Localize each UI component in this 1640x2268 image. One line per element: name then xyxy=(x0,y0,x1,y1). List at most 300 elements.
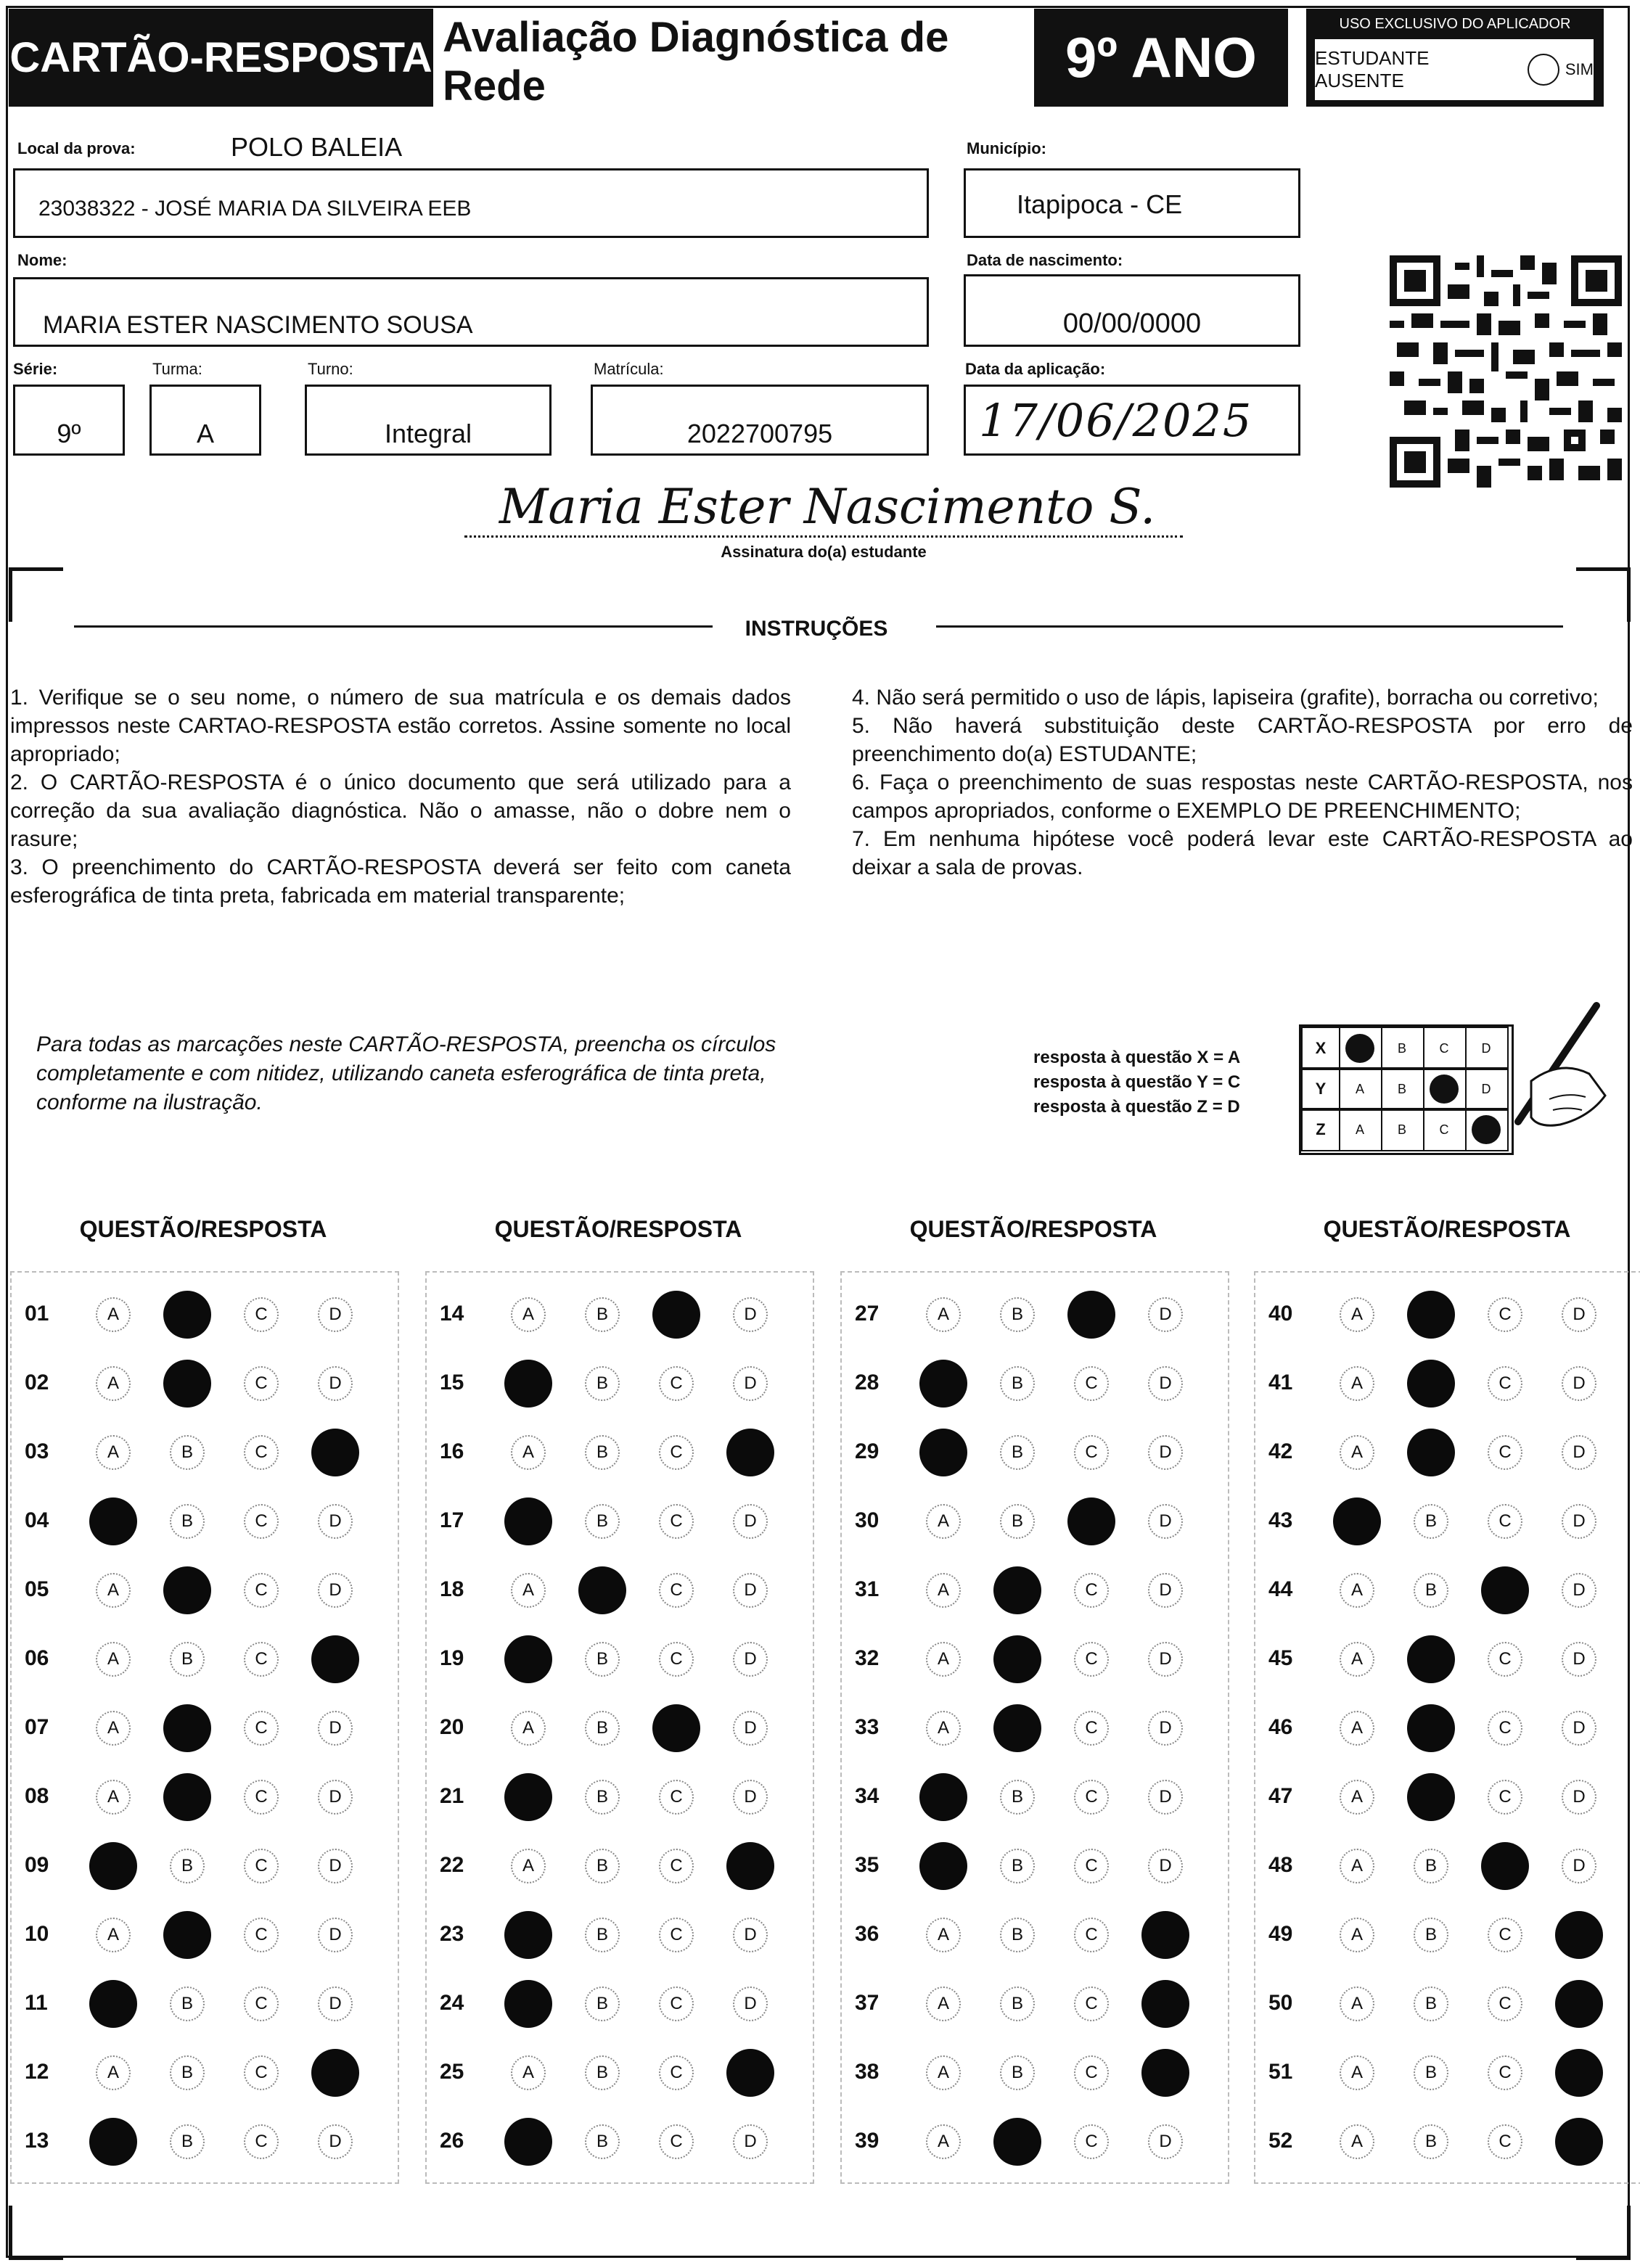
answer-bubble-b[interactable]: B xyxy=(585,1918,620,1952)
answer-bubble-c[interactable]: C xyxy=(244,1366,279,1401)
question-number: 50 xyxy=(1268,1991,1293,2015)
answer-bubble-b[interactable]: B xyxy=(585,1366,620,1401)
answer-bubble-c[interactable] xyxy=(1481,1566,1529,1614)
answer-bubble-b[interactable]: B xyxy=(1000,1435,1035,1470)
answer-row xyxy=(427,1695,813,1764)
question-number: 35 xyxy=(855,1853,880,1877)
nome-box xyxy=(13,277,929,347)
answer-bubble-b[interactable]: B xyxy=(1000,1504,1035,1539)
answer-bubble-d[interactable]: D xyxy=(1562,1711,1596,1746)
answer-bubble-d[interactable]: D xyxy=(733,1780,768,1815)
answer-bubble-d[interactable]: D xyxy=(1562,1573,1596,1608)
example-question-label: Y xyxy=(1301,1067,1340,1111)
answer-row xyxy=(1255,1833,1640,1902)
answer-bubble-a[interactable]: A xyxy=(96,1297,131,1332)
answer-bubble-b[interactable]: B xyxy=(170,1849,205,1883)
answer-bubble-d[interactable]: D xyxy=(733,1642,768,1677)
answer-bubble-d[interactable] xyxy=(726,1842,774,1890)
answer-bubble-a[interactable]: A xyxy=(1340,1297,1374,1332)
question-number: 08 xyxy=(25,1784,49,1808)
signature-label: Assinatura do(a) estudante xyxy=(721,543,927,561)
answer-bubble-a[interactable] xyxy=(1333,1497,1381,1545)
answer-bubble-a[interactable] xyxy=(89,2118,137,2166)
answer-bubble-d[interactable]: D xyxy=(1148,1711,1183,1746)
question-number: 07 xyxy=(25,1715,49,1739)
answer-bubble-b[interactable]: B xyxy=(170,1435,205,1470)
question-number: 39 xyxy=(855,2129,880,2153)
answer-bubble-b[interactable] xyxy=(163,1566,211,1614)
answer-bubble-c[interactable]: C xyxy=(1488,1780,1522,1815)
serie-value: 9º xyxy=(57,419,81,448)
question-number: 51 xyxy=(1268,2060,1293,2084)
answer-bubble-d[interactable]: D xyxy=(318,1573,353,1608)
answer-bubble-a[interactable]: A xyxy=(96,1918,131,1952)
answer-bubble-c[interactable] xyxy=(1067,1291,1115,1339)
answer-bubble-d[interactable]: D xyxy=(318,1849,353,1883)
answer-bubble-a[interactable]: A xyxy=(1340,1573,1374,1608)
answer-bubble-d[interactable]: D xyxy=(1148,1849,1183,1883)
answer-bubble-c[interactable]: C xyxy=(659,1504,694,1539)
municipio-box xyxy=(964,168,1300,238)
answer-bubble-a[interactable]: A xyxy=(926,2124,961,2159)
answer-bubble-d[interactable] xyxy=(1141,2049,1189,2097)
answer-bubble-b[interactable]: B xyxy=(1414,2055,1448,2090)
answer-bubble-a[interactable] xyxy=(504,1773,552,1821)
answer-bubble-a[interactable] xyxy=(504,1980,552,2028)
answer-bubble-b[interactable]: B xyxy=(170,1642,205,1677)
question-number: 20 xyxy=(440,1715,464,1739)
local-value: POLO BALEIA xyxy=(231,132,403,162)
question-number: 48 xyxy=(1268,1853,1293,1877)
answer-bubble-a[interactable]: A xyxy=(1340,1435,1374,1470)
answer-bubble-b[interactable]: B xyxy=(1000,1780,1035,1815)
answer-bubble-b[interactable]: B xyxy=(585,2124,620,2159)
answer-bubble-d[interactable]: D xyxy=(1148,1573,1183,1608)
answer-bubble-b[interactable] xyxy=(1407,1635,1455,1683)
answer-bubble-c[interactable]: C xyxy=(244,1642,279,1677)
marking-ex-3: resposta à questão Z = D xyxy=(1033,1097,1240,1117)
answer-bubble-a[interactable]: A xyxy=(511,1711,546,1746)
answer-bubble-b[interactable]: B xyxy=(585,1297,620,1332)
answer-bubble-a[interactable] xyxy=(89,1842,137,1890)
answer-row xyxy=(1255,1971,1640,2039)
answer-bubble-d[interactable] xyxy=(1555,1911,1603,1959)
answer-row xyxy=(427,1833,813,1902)
answer-bubble-a[interactable]: A xyxy=(926,2055,961,2090)
answer-bubble-b[interactable]: B xyxy=(585,1504,620,1539)
answer-bubble-a[interactable]: A xyxy=(926,1504,961,1539)
answer-bubble-d[interactable]: D xyxy=(733,1573,768,1608)
absent-field xyxy=(1315,39,1594,100)
answer-row xyxy=(12,1557,398,1626)
question-number: 29 xyxy=(855,1439,880,1463)
answer-bubble-d[interactable]: D xyxy=(1148,1642,1183,1677)
answer-bubble-a[interactable]: A xyxy=(511,1573,546,1608)
answer-bubble-d[interactable]: D xyxy=(318,1366,353,1401)
grade-label: 9º ANO xyxy=(1034,9,1288,107)
answer-bubble-d[interactable]: D xyxy=(318,1711,353,1746)
answer-bubble-d[interactable] xyxy=(726,2049,774,2097)
question-number: 05 xyxy=(25,1577,49,1601)
answer-bubble-c[interactable]: C xyxy=(659,1986,694,2021)
answer-bubble-b[interactable]: B xyxy=(170,2124,205,2159)
answer-bubble-d[interactable]: D xyxy=(733,1711,768,1746)
answer-row xyxy=(842,1626,1228,1695)
answer-bubble-b[interactable]: B xyxy=(1414,1849,1448,1883)
bracket-top-left xyxy=(9,567,63,622)
answer-bubble-d[interactable]: D xyxy=(733,1504,768,1539)
answer-bubble-b[interactable]: B xyxy=(1000,1366,1035,1401)
answer-bubble-a[interactable]: A xyxy=(1340,1642,1374,1677)
answer-bubble-c[interactable]: C xyxy=(244,1711,279,1746)
answer-bubble-b[interactable] xyxy=(993,2118,1041,2166)
answer-bubble-c[interactable]: C xyxy=(1488,1297,1522,1332)
answer-bubble-d[interactable] xyxy=(311,1635,359,1683)
answer-bubble-d[interactable] xyxy=(726,1429,774,1476)
question-number: 11 xyxy=(25,1991,48,2015)
question-number: 31 xyxy=(855,1577,880,1601)
answer-bubble-c[interactable]: C xyxy=(1074,1918,1109,1952)
answer-bubble-a[interactable] xyxy=(919,1842,967,1890)
answer-bubble-a[interactable] xyxy=(504,1911,552,1959)
answer-column-2 xyxy=(425,1271,814,2184)
answer-bubble-d[interactable]: D xyxy=(318,1986,353,2021)
answer-bubble-c[interactable]: C xyxy=(1488,2055,1522,2090)
answer-bubble-b[interactable]: B xyxy=(585,1642,620,1677)
answer-bubble-d[interactable]: D xyxy=(733,1297,768,1332)
answer-bubble-c[interactable] xyxy=(652,1291,700,1339)
answer-bubble-c[interactable]: C xyxy=(244,1297,279,1332)
answer-row xyxy=(842,2039,1228,2108)
answer-bubble-d[interactable] xyxy=(1555,2118,1603,2166)
answer-bubble-c[interactable] xyxy=(652,1704,700,1752)
answer-bubble-d[interactable] xyxy=(1555,2049,1603,2097)
answer-bubble-a[interactable]: A xyxy=(1340,1780,1374,1815)
answer-bubble-a[interactable]: A xyxy=(96,1711,131,1746)
answer-bubble-c[interactable]: C xyxy=(244,1435,279,1470)
answer-bubble-d[interactable] xyxy=(311,1429,359,1476)
answer-bubble-c[interactable]: C xyxy=(659,2124,694,2159)
matricula-box xyxy=(591,385,929,456)
answer-bubble-a[interactable]: A xyxy=(1340,2124,1374,2159)
answer-row xyxy=(427,1764,813,1833)
column-header: QUESTÃO/RESPOSTA xyxy=(79,1216,327,1242)
answer-bubble-c[interactable]: C xyxy=(659,1573,694,1608)
answer-bubble-c[interactable]: C xyxy=(1488,1642,1522,1677)
answer-bubble-c[interactable]: C xyxy=(244,1986,279,2021)
question-number: 14 xyxy=(440,1302,464,1326)
serie-label: Série: xyxy=(13,360,58,378)
answer-bubble-c[interactable]: C xyxy=(659,1435,694,1470)
nome-label: Nome: xyxy=(17,251,67,269)
answer-bubble-a[interactable]: A xyxy=(1340,1918,1374,1952)
absent-label: ESTUDANTE AUSENTE xyxy=(1315,47,1430,91)
answer-row xyxy=(427,1902,813,1971)
answer-bubble-a[interactable]: A xyxy=(926,1573,961,1608)
answer-bubble-c[interactable]: C xyxy=(659,1918,694,1952)
answer-bubble-a[interactable]: A xyxy=(96,1780,131,1815)
turno-value: Integral xyxy=(384,419,472,448)
answer-bubble-d[interactable] xyxy=(1555,1980,1603,2028)
answer-bubble-d[interactable]: D xyxy=(1562,1504,1596,1539)
answer-bubble-b[interactable]: B xyxy=(1414,1986,1448,2021)
answer-bubble-a[interactable] xyxy=(504,1497,552,1545)
answer-bubble-b[interactable] xyxy=(578,1566,626,1614)
answer-bubble-a[interactable]: A xyxy=(1340,1366,1374,1401)
answer-bubble-b[interactable] xyxy=(993,1635,1041,1683)
answer-bubble-c[interactable]: C xyxy=(1074,2124,1109,2159)
instructions-right: 4. Não será permitido o uso de lápis, lapiseira (grafite), borracha ou corretivo; 5. Não haverá substituição deste CARTÃO-RESPOSTA por erro de preenchimento do(a) ESTUDANTE; 6. Faça o preenchimento de suas respostas neste CARTÃO-RESPOSTA, nos campos apropriados, conforme o EXEMPLO DE PREENCHIMENTO; 7. Em nenhuma hipótese você poderá levar este CARTÃO-RESPOSTA ao deixar a sala de provas. xyxy=(852,686,1633,879)
answer-bubble-c[interactable]: C xyxy=(1488,1366,1522,1401)
matricula-value: 2022700795 xyxy=(686,419,833,448)
answer-row xyxy=(1255,1557,1640,1626)
column-header: QUESTÃO/RESPOSTA xyxy=(909,1216,1157,1242)
answer-bubble-a[interactable]: A xyxy=(96,1366,131,1401)
answer-bubble-c[interactable]: C xyxy=(1074,1642,1109,1677)
answer-bubble-d[interactable]: D xyxy=(733,1366,768,1401)
answer-bubble-a[interactable]: A xyxy=(926,1711,961,1746)
answer-row xyxy=(427,1626,813,1695)
applicator-label: USO EXCLUSIVO DO APLICADOR xyxy=(1339,16,1571,32)
answer-bubble-b[interactable] xyxy=(163,1291,211,1339)
answer-bubble-a[interactable]: A xyxy=(926,1297,961,1332)
answer-bubble-d[interactable]: D xyxy=(1148,1366,1183,1401)
answer-bubble-c[interactable]: C xyxy=(1488,1986,1522,2021)
answer-bubble-b[interactable]: B xyxy=(170,1986,205,2021)
answer-bubble-a[interactable]: A xyxy=(926,1986,961,2021)
answer-bubble-c[interactable]: C xyxy=(659,1780,694,1815)
answer-bubble-b[interactable]: B xyxy=(585,1711,620,1746)
question-number: 36 xyxy=(855,1922,880,1946)
answer-bubble-c[interactable]: C xyxy=(244,1504,279,1539)
answer-bubble-a[interactable]: A xyxy=(926,1642,961,1677)
answer-row xyxy=(427,2108,813,2177)
question-number: 38 xyxy=(855,2060,880,2084)
question-number: 30 xyxy=(855,1508,880,1532)
municipio-label: Município: xyxy=(967,139,1046,157)
answer-bubble-d[interactable]: D xyxy=(733,1918,768,1952)
answer-bubble-c[interactable]: C xyxy=(1074,2055,1109,2090)
marking-ex-2: resposta à questão Y = C xyxy=(1033,1072,1241,1092)
answer-bubble-c[interactable]: C xyxy=(244,1573,279,1608)
question-number: 34 xyxy=(855,1784,880,1808)
answer-bubble-a[interactable]: A xyxy=(1340,1849,1374,1883)
answer-bubble-d[interactable]: D xyxy=(318,2124,353,2159)
question-number: 24 xyxy=(440,1991,464,2015)
answer-bubble-a[interactable] xyxy=(919,1360,967,1408)
answer-bubble-d[interactable]: D xyxy=(1148,1780,1183,1815)
answer-bubble-b[interactable]: B xyxy=(1000,1986,1035,2021)
answer-bubble-d[interactable]: D xyxy=(733,2124,768,2159)
answer-bubble-d[interactable]: D xyxy=(1148,1435,1183,1470)
answer-bubble-c[interactable]: C xyxy=(1488,1504,1522,1539)
answer-bubble-b[interactable] xyxy=(1407,1360,1455,1408)
question-number: 41 xyxy=(1268,1371,1293,1394)
answer-bubble-d[interactable] xyxy=(1141,1980,1189,2028)
turma-value: A xyxy=(196,419,214,448)
answer-bubble-c[interactable]: C xyxy=(244,1849,279,1883)
answer-bubble-b[interactable]: B xyxy=(1414,2124,1448,2159)
answer-bubble-a[interactable]: A xyxy=(96,1642,131,1677)
answer-bubble-c[interactable]: C xyxy=(1074,1711,1109,1746)
answer-bubble-b[interactable]: B xyxy=(585,1435,620,1470)
answer-bubble-c[interactable]: C xyxy=(1074,1573,1109,1608)
example-bubble-a: A xyxy=(1339,1108,1382,1151)
answer-bubble-b[interactable]: B xyxy=(1414,1504,1448,1539)
answer-bubble-a[interactable] xyxy=(919,1429,967,1476)
answer-row xyxy=(1255,1902,1640,1971)
answer-bubble-a[interactable]: A xyxy=(511,2055,546,2090)
question-number: 10 xyxy=(25,1922,49,1946)
answer-bubble-d[interactable]: D xyxy=(318,1504,353,1539)
instr-rule-left xyxy=(74,625,713,628)
answer-bubble-c[interactable] xyxy=(1067,1497,1115,1545)
answer-bubble-a[interactable] xyxy=(89,1497,137,1545)
answer-bubble-c[interactable]: C xyxy=(659,1849,694,1883)
serie-box xyxy=(13,385,125,456)
answer-bubble-b[interactable] xyxy=(1407,1773,1455,1821)
answer-bubble-c[interactable]: C xyxy=(244,1918,279,1952)
answer-bubble-a[interactable] xyxy=(504,2118,552,2166)
answer-bubble-a[interactable] xyxy=(89,1980,137,2028)
answer-row xyxy=(1255,1764,1640,1833)
answer-bubble-d[interactable]: D xyxy=(733,1986,768,2021)
answer-bubble-a[interactable]: A xyxy=(1340,1986,1374,2021)
answer-bubble-c[interactable]: C xyxy=(659,2055,694,2090)
answer-bubble-c[interactable]: C xyxy=(1488,2124,1522,2159)
answer-bubble-d[interactable]: D xyxy=(1562,1297,1596,1332)
question-number: 32 xyxy=(855,1646,880,1670)
answer-bubble-d[interactable]: D xyxy=(1562,1435,1596,1470)
example-bubble-c xyxy=(1423,1067,1467,1111)
answer-row xyxy=(12,1488,398,1557)
answer-bubble-b[interactable]: B xyxy=(1000,1918,1035,1952)
answer-bubble-a[interactable]: A xyxy=(511,1849,546,1883)
answer-bubble-c[interactable]: C xyxy=(1074,1986,1109,2021)
answer-bubble-c[interactable]: C xyxy=(1074,1435,1109,1470)
answer-bubble-d[interactable]: D xyxy=(1148,1504,1183,1539)
answer-bubble-d[interactable]: D xyxy=(318,1918,353,1952)
answer-bubble-b[interactable] xyxy=(993,1704,1041,1752)
question-number: 23 xyxy=(440,1922,464,1946)
answer-bubble-a[interactable] xyxy=(504,1635,552,1683)
absent-yes-bubble[interactable] xyxy=(1528,54,1559,86)
answer-bubble-d[interactable]: D xyxy=(1148,1297,1183,1332)
answer-bubble-b[interactable]: B xyxy=(1000,1849,1035,1883)
answer-bubble-a[interactable]: A xyxy=(1340,2055,1374,2090)
answer-bubble-c[interactable]: C xyxy=(1488,1918,1522,1952)
answer-row xyxy=(842,1833,1228,1902)
answer-bubble-a[interactable] xyxy=(504,1360,552,1408)
question-number: 03 xyxy=(25,1439,49,1463)
question-number: 47 xyxy=(1268,1784,1293,1808)
example-bubble-a xyxy=(1339,1027,1382,1070)
question-number: 15 xyxy=(440,1371,464,1394)
answer-bubble-d[interactable]: D xyxy=(1562,1849,1596,1883)
answer-row xyxy=(842,1281,1228,1350)
answer-row xyxy=(12,1350,398,1419)
answer-bubble-a[interactable]: A xyxy=(1340,1711,1374,1746)
answer-bubble-a[interactable]: A xyxy=(96,1573,131,1608)
answer-bubble-b[interactable] xyxy=(163,1704,211,1752)
answer-bubble-a[interactable]: A xyxy=(511,1435,546,1470)
example-bubble-b: B xyxy=(1381,1027,1424,1070)
answer-bubble-c[interactable]: C xyxy=(1074,1849,1109,1883)
answer-bubble-c[interactable]: C xyxy=(659,1642,694,1677)
answer-bubble-b[interactable] xyxy=(163,1360,211,1408)
answer-bubble-a[interactable]: A xyxy=(926,1918,961,1952)
answer-bubble-a[interactable]: A xyxy=(511,1297,546,1332)
answer-bubble-a[interactable] xyxy=(919,1773,967,1821)
answer-bubble-c[interactable]: C xyxy=(1488,1711,1522,1746)
answer-bubble-b[interactable] xyxy=(163,1773,211,1821)
answer-row xyxy=(1255,1488,1640,1557)
question-number: 19 xyxy=(440,1646,464,1670)
question-number: 37 xyxy=(855,1991,880,2015)
answer-bubble-a[interactable]: A xyxy=(96,1435,131,1470)
answer-bubble-b[interactable]: B xyxy=(1414,1573,1448,1608)
question-number: 21 xyxy=(440,1784,464,1808)
answer-bubble-d[interactable] xyxy=(311,2049,359,2097)
answer-bubble-b[interactable] xyxy=(1407,1291,1455,1339)
answer-bubble-d[interactable]: D xyxy=(1562,1780,1596,1815)
answer-bubble-c[interactable] xyxy=(1481,1842,1529,1890)
answer-bubble-c[interactable]: C xyxy=(1074,1780,1109,1815)
answer-bubble-b[interactable]: B xyxy=(585,1849,620,1883)
matricula-label: Matrícula: xyxy=(594,360,664,378)
answer-bubble-d[interactable]: D xyxy=(318,1297,353,1332)
bracket-bottom-left xyxy=(9,2206,63,2260)
answer-bubble-b[interactable]: B xyxy=(585,1780,620,1815)
answer-bubble-b[interactable]: B xyxy=(170,2055,205,2090)
answer-bubble-c[interactable]: C xyxy=(1074,1366,1109,1401)
question-number: 26 xyxy=(440,2129,464,2153)
answer-row xyxy=(1255,1419,1640,1488)
column-header: QUESTÃO/RESPOSTA xyxy=(1323,1216,1571,1242)
example-bubble-d: D xyxy=(1465,1067,1509,1111)
answer-bubble-d[interactable]: D xyxy=(1562,1366,1596,1401)
answer-row xyxy=(12,2108,398,2177)
answer-bubble-d[interactable]: D xyxy=(1562,1642,1596,1677)
answer-bubble-b[interactable] xyxy=(163,1911,211,1959)
answer-bubble-d[interactable]: D xyxy=(1148,2124,1183,2159)
answer-bubble-c[interactable]: C xyxy=(244,2124,279,2159)
answer-bubble-a[interactable]: A xyxy=(96,2055,131,2090)
answer-bubble-c[interactable]: C xyxy=(244,1780,279,1815)
answer-bubble-c[interactable]: C xyxy=(1488,1435,1522,1470)
answer-bubble-d[interactable] xyxy=(1141,1911,1189,1959)
answer-bubble-b[interactable]: B xyxy=(170,1504,205,1539)
answer-row xyxy=(842,1350,1228,1419)
answer-bubble-d[interactable]: D xyxy=(318,1780,353,1815)
answer-bubble-b[interactable] xyxy=(1407,1429,1455,1476)
answer-column-1 xyxy=(10,1271,399,2184)
answer-row xyxy=(842,1764,1228,1833)
answer-bubble-b[interactable]: B xyxy=(585,1986,620,2021)
question-number: 44 xyxy=(1268,1577,1293,1601)
answer-row xyxy=(842,1695,1228,1764)
question-number: 25 xyxy=(440,2060,464,2084)
answer-bubble-b[interactable]: B xyxy=(1000,2055,1035,2090)
answer-bubble-c[interactable]: C xyxy=(244,2055,279,2090)
question-number: 01 xyxy=(25,1302,49,1326)
answer-bubble-b[interactable] xyxy=(1407,1704,1455,1752)
answer-bubble-b[interactable]: B xyxy=(1414,1918,1448,1952)
answer-bubble-b[interactable] xyxy=(993,1566,1041,1614)
answer-bubble-c[interactable]: C xyxy=(659,1366,694,1401)
answer-bubble-b[interactable]: B xyxy=(585,2055,620,2090)
answer-bubble-b[interactable]: B xyxy=(1000,1297,1035,1332)
